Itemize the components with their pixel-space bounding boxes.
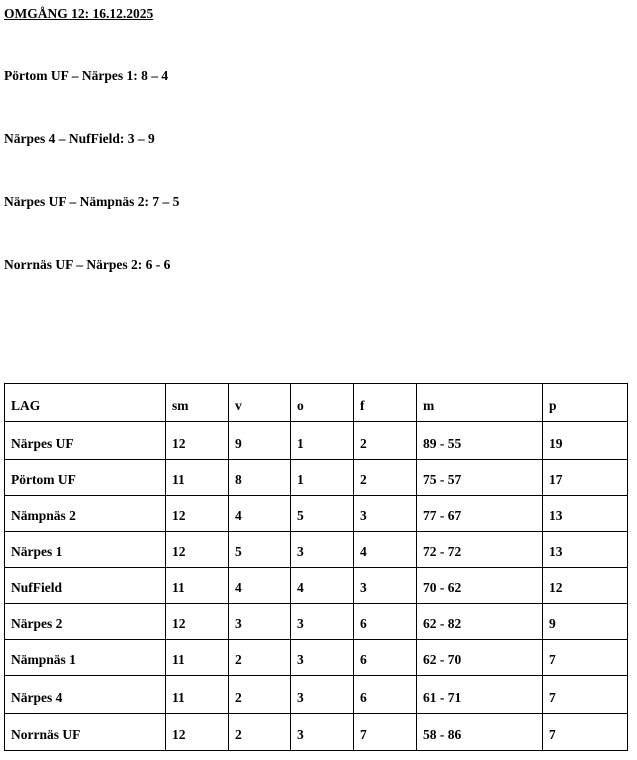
losses-cell: 3 [354,496,417,532]
draws-cell: 1 [291,460,354,496]
wins-cell: 9 [229,422,291,460]
goals-cell: 58 - 86 [417,714,543,751]
standings-body [5,384,628,751]
standings-table [4,383,628,751]
team-cell: Pörtom UF [5,460,166,496]
header-cell-p: p [543,384,628,422]
wins-cell: 3 [229,604,291,640]
header-row [5,384,628,422]
goals-cell: 77 - 67 [417,496,543,532]
team-cell: NufField [5,568,166,604]
losses-cell: 6 [354,640,417,676]
points-cell: 19 [543,422,628,460]
header-cell-m: m [417,384,543,422]
draws-cell: 1 [291,422,354,460]
wins-cell: 4 [229,568,291,604]
goals-cell: 62 - 82 [417,604,543,640]
losses-cell: 3 [354,568,417,604]
table-row [5,676,628,714]
wins-cell: 4 [229,496,291,532]
table-row [5,460,628,496]
table-row [5,422,628,460]
matches-played-cell: 12 [166,714,229,751]
header-cell-o: o [291,384,354,422]
matches-played-cell: 11 [166,460,229,496]
team-cell: Norrnäs UF [5,714,166,751]
table-row [5,604,628,640]
draws-cell: 4 [291,568,354,604]
team-cell: Närpes 4 [5,676,166,714]
match-result: Pörtom UF – Närpes 1: 8 – 4 [4,68,169,83]
goals-cell: 62 - 70 [417,640,543,676]
wins-cell: 5 [229,532,291,568]
losses-cell: 4 [354,532,417,568]
draws-cell: 3 [291,676,354,714]
points-cell: 9 [543,604,628,640]
table-row [5,714,628,751]
team-cell: Närpes 2 [5,604,166,640]
goals-cell: 70 - 62 [417,568,543,604]
goals-cell: 72 - 72 [417,532,543,568]
losses-cell: 6 [354,604,417,640]
wins-cell: 8 [229,460,291,496]
losses-cell: 2 [354,422,417,460]
goals-cell: 75 - 57 [417,460,543,496]
points-cell: 7 [543,714,628,751]
draws-cell: 5 [291,496,354,532]
matches-played-cell: 11 [166,676,229,714]
header-cell-v: v [229,384,291,422]
points-cell: 17 [543,460,628,496]
matches-played-cell: 12 [166,604,229,640]
wins-cell: 2 [229,714,291,751]
losses-cell: 6 [354,676,417,714]
header-cell-sm: sm [166,384,229,422]
matches-played-cell: 12 [166,496,229,532]
team-cell: Nämpnäs 1 [5,640,166,676]
table-row [5,532,628,568]
losses-cell: 7 [354,714,417,751]
team-cell: Nämpnäs 2 [5,496,166,532]
wins-cell: 2 [229,676,291,714]
draws-cell: 3 [291,532,354,568]
draws-cell: 3 [291,714,354,751]
team-cell: Närpes 1 [5,532,166,568]
match-result: Närpes UF – Nämpnäs 2: 7 – 5 [4,194,180,209]
points-cell: 12 [543,568,628,604]
goals-cell: 61 - 71 [417,676,543,714]
matches-played-cell: 11 [166,640,229,676]
header-cell-lag: LAG [5,384,166,422]
losses-cell: 2 [354,460,417,496]
draws-cell: 3 [291,640,354,676]
table-row [5,568,628,604]
points-cell: 7 [543,676,628,714]
table-row [5,496,628,532]
goals-cell: 89 - 55 [417,422,543,460]
header-cell-f: f [354,384,417,422]
round-title: OMGÅNG 12: 16.12.2025 [4,6,154,21]
table-row [5,640,628,676]
team-cell: Närpes UF [5,422,166,460]
points-cell: 7 [543,640,628,676]
draws-cell: 3 [291,604,354,640]
wins-cell: 2 [229,640,291,676]
match-result: Norrnäs UF – Närpes 2: 6 - 6 [4,257,171,272]
points-cell: 13 [543,496,628,532]
matches-played-cell: 12 [166,532,229,568]
matches-played-cell: 12 [166,422,229,460]
points-cell: 13 [543,532,628,568]
matches-played-cell: 11 [166,568,229,604]
match-result: Närpes 4 – NufField: 3 – 9 [4,131,155,146]
